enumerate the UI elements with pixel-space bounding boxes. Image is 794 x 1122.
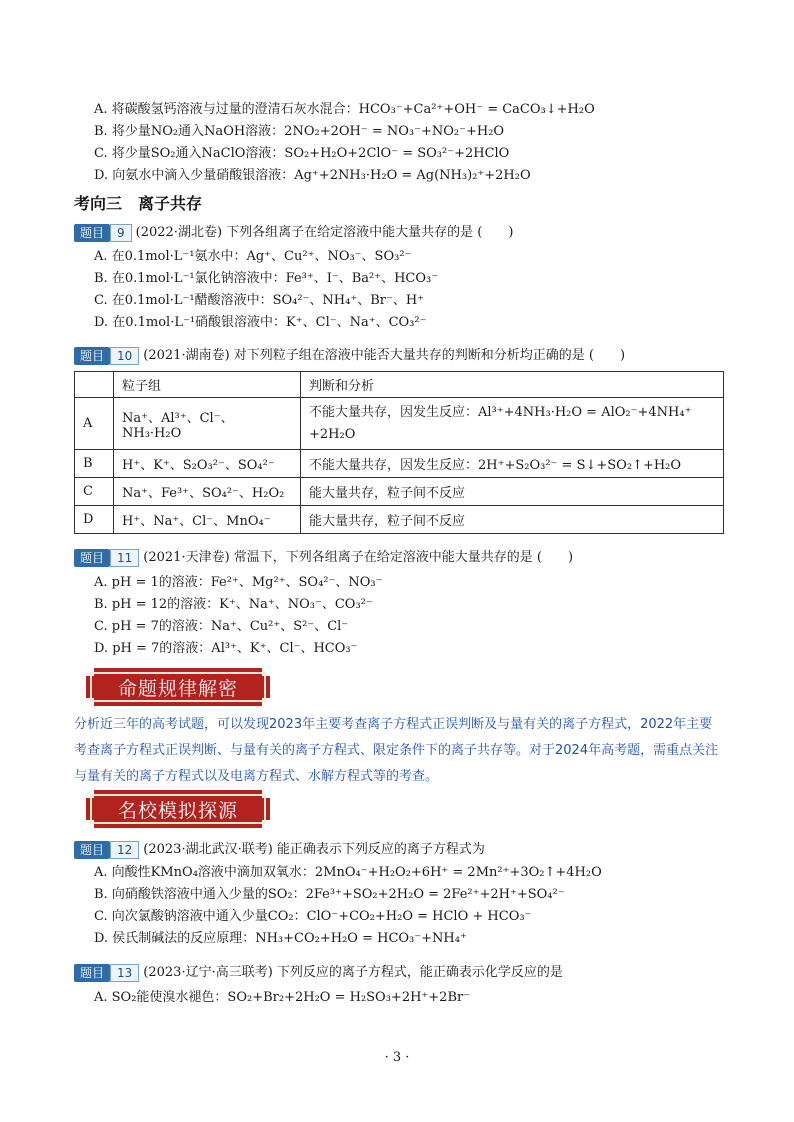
q9-option-d: D. 在0.1mol·L⁻¹硝酸银溶液中：K⁺、Cl⁻、Na⁺、CO₃²⁻ [94,315,427,330]
question-badge: 题目 [74,224,110,242]
question-stem: (2023·辽宁·高三联考) 下列反应的离子方程式，能正确表示化学反应的是 [143,965,563,980]
q9-option-a: A. 在0.1mol·L⁻¹氨水中：Ag⁺、Cu²⁺、NO₃⁻、SO₃²⁻ [94,249,412,264]
question-11-header [74,548,573,568]
question-stem: (2021·湖南卷) 对下列粒子组在溶液中能否大量共存的判断和分析均正确的是 ( ) [143,348,626,363]
page-number: · 3 · [384,1050,410,1065]
question-number: 13 [110,964,139,982]
table-cell: Na⁺、Al³⁺、Cl⁻、NH₃·H₂O [114,398,301,450]
question-number: 11 [110,549,139,567]
table-header-cell: 粒子组 [114,372,301,398]
banner-title: 名校模拟探源 [117,799,238,822]
table-cell: B [75,450,114,478]
prev-option-c: C. 将少量SO₂通入NaClO溶液：SO₂+H₂O+2ClO⁻ = SO₃²⁻+2HClO [94,146,510,161]
table-header-cell: 判断和分析 [301,372,724,398]
question-number: 12 [110,841,139,859]
q11-option-b: B. pH = 12的溶液：K⁺、Na⁺、NO₃⁻、CO₃²⁻ [94,597,373,612]
q12-option-d: D. 侯氏制碱法的反应原理：NH₃+CO₂+H₂O = HCO₃⁻+NH₄⁺ [94,931,467,946]
table-cell: H⁺、K⁺、S₂O₃²⁻、SO₄²⁻ [114,450,301,478]
table-cell: A [75,398,114,450]
question-badge: 题目 [74,549,110,567]
banner-rules-decoded [86,668,270,706]
q11-option-d: D. pH = 7的溶液：Al³⁺、K⁺、Cl⁻、HCO₃⁻ [94,641,358,656]
question-10-header [74,346,625,366]
table-cell: C [75,478,114,506]
table-row [75,398,724,450]
question-12-header [74,840,485,860]
prev-option-d: D. 向氨水中滴入少量硝酸银溶液：Ag⁺+2NH₃·H₂O = Ag(NH₃)₂⁺+2H₂O [94,168,531,183]
q11-option-c: C. pH = 7的溶液：Na⁺、Cu²⁺、S²⁻、Cl⁻ [94,619,349,634]
table-cell: D [75,506,114,534]
table-cell: 不能大量共存，因发生反应：Al³⁺+4NH₃·H₂O = AlO₂⁻+4NH₄⁺ +2H₂O [301,398,724,450]
section-title: 考向三 离子共存 [74,194,203,213]
question-number: 10 [110,347,139,365]
prev-option-b: B. 将少量NO₂通入NaOH溶液：2NO₂+2OH⁻ = NO₃⁻+NO₂⁻+H₂O [94,124,505,139]
table-header-row [75,372,724,398]
analysis-paragraph: 分析近三年的高考试题，可以发现2023年主要考查离子方程式正误判断及与量有关的离子方程式，2022年主要考查离子方程式正误判断、与量有关的离子方程式、限定条件下的离子共存等。对于2024年高考题，需重点关注与量有关的离子方程式以及电离方程式、水解方程式等的考查。 [74,717,719,784]
analysis-table [74,371,724,534]
question-stem: (2021·天津卷) 常温下，下列各组离子在给定溶液中能大量共存的是 ( ) [143,550,574,565]
question-13-header [74,963,563,983]
question-9-header [74,223,513,243]
prev-option-a: A. 将碳酸氢钙溶液与过量的澄清石灰水混合：HCO₃⁻+Ca²⁺+OH⁻ = CaCO₃↓+H₂O [94,102,595,117]
table-row [75,450,724,478]
question-stem: (2023·湖北武汉·联考) 能正确表示下列反应的离子方程式为 [143,842,485,857]
banner-school-mock [86,790,270,828]
table-cell: 不能大量共存，因发生反应：2H⁺+S₂O₃²⁻ = S↓+SO₂↑+H₂O [301,450,724,478]
table-cell: H⁺、Na⁺、Cl⁻、MnO₄⁻ [114,506,301,534]
q12-option-a: A. 向酸性KMnO₄溶液中滴加双氧水：2MnO₄⁻+H₂O₂+6H⁺ = 2Mn²⁺+3O₂↑+4H₂O [94,865,602,880]
table-header-cell [75,372,114,398]
table-row [75,506,724,534]
q9-option-c: C. 在0.1mol·L⁻¹醋酸溶液中：SO₄²⁻、NH₄⁺、Br⁻、H⁺ [94,293,425,308]
q12-option-c: C. 向次氯酸钠溶液中通入少量CO₂：ClO⁻+CO₂+H₂O = HClO + HCO₃⁻ [94,909,532,924]
banner-title: 命题规律解密 [117,677,238,700]
table-cell: 能大量共存，粒子间不反应 [301,478,724,506]
q13-option-a: A. SO₂能使溴水褪色：SO₂+Br₂+2H₂O = H₂SO₃+2H⁺+2Br⁻ [94,990,471,1005]
question-number: 9 [110,224,132,242]
question-badge: 题目 [74,964,110,982]
table-cell: 能大量共存，粒子间不反应 [301,506,724,534]
question-badge: 题目 [74,347,110,365]
table-row [75,478,724,506]
q9-option-b: B. 在0.1mol·L⁻¹氯化钠溶液中：Fe³⁺、I⁻、Ba²⁺、HCO₃⁻ [94,271,439,286]
q11-option-a: A. pH = 1的溶液：Fe²⁺、Mg²⁺、SO₄²⁻、NO₃⁻ [94,575,383,590]
table-cell: Na⁺、Fe³⁺、SO₄²⁻、H₂O₂ [114,478,301,506]
q12-option-b: B. 向硝酸铁溶液中通入少量的SO₂：2Fe³⁺+SO₂+2H₂O = 2Fe²⁺+2H⁺+SO₄²⁻ [94,887,565,902]
question-badge: 题目 [74,841,110,859]
question-stem: (2022·湖北卷) 下列各组离子在给定溶液中能大量共存的是 ( ) [135,225,514,240]
